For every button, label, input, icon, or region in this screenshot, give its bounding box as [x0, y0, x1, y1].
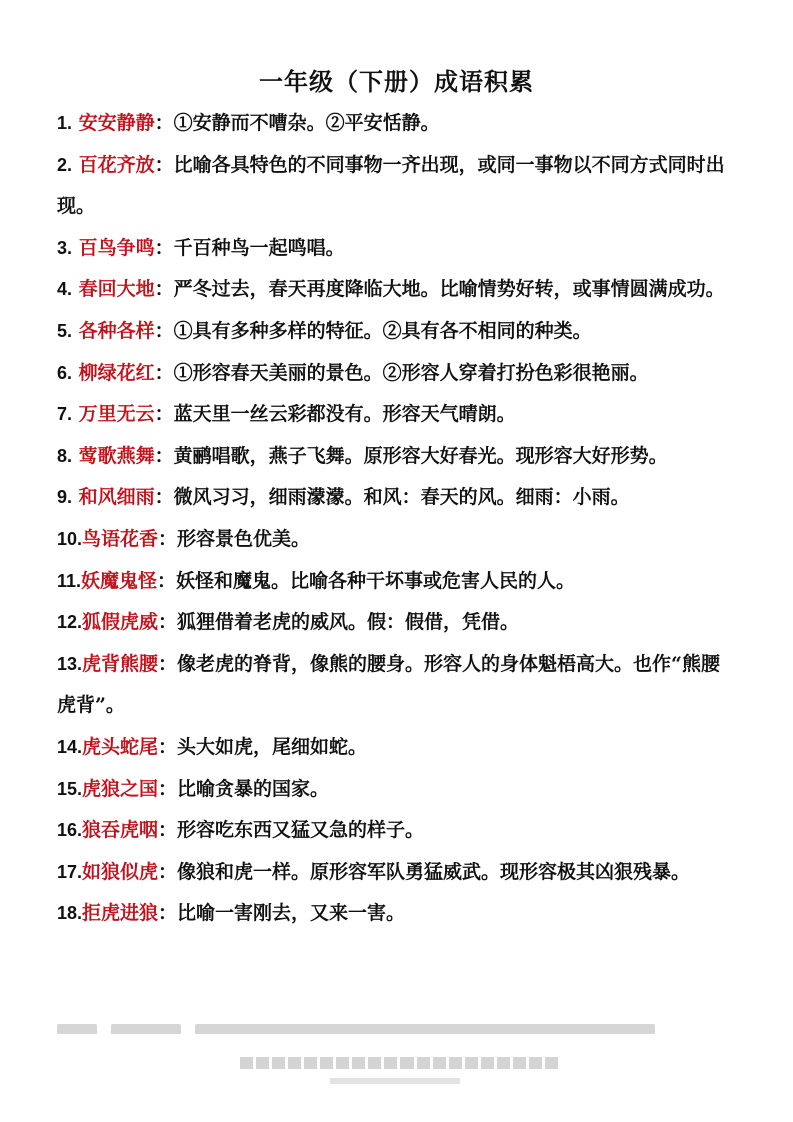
idiom-term: 各种各样 — [78, 319, 155, 342]
idiom-definition: ：头大如虎，尾细如蛇。 — [158, 735, 368, 758]
list-item — [57, 519, 737, 561]
idiom-definition: ：蓝天里一丝云彩都没有。形容天气晴朗。 — [154, 403, 516, 426]
list-item — [57, 353, 737, 395]
entry-number: 7. — [57, 404, 73, 425]
idiom-definition: ：①安静而不嘈杂。②平安恬静。 — [154, 112, 440, 134]
list-item — [57, 644, 737, 727]
idiom-definition: ：千百种鸟一起鸣唱。 — [154, 236, 345, 259]
list-item — [57, 602, 737, 644]
idiom-term: 百花齐放 — [78, 153, 155, 176]
list-item — [57, 852, 737, 894]
idiom-definition: ：形容景色优美。 — [158, 527, 311, 550]
list-item — [57, 810, 737, 852]
list-item — [57, 769, 737, 811]
page-title: 一年级（下册）成语积累 — [259, 67, 534, 96]
blurred-watermark-line — [330, 1078, 460, 1084]
idiom-term: 春回大地 — [78, 278, 155, 301]
entry-number: 18. — [57, 903, 83, 924]
idiom-definition: ：形容吃东西又猛又急的样子。 — [158, 819, 425, 842]
list-item — [57, 311, 737, 353]
list-item — [57, 436, 737, 478]
idiom-term: 虎狼之国 — [82, 777, 159, 800]
list-item — [57, 893, 737, 935]
entry-number: 5. — [57, 320, 73, 341]
list-item — [57, 477, 737, 519]
idiom-definition: ：黄鹂唱歌，燕子飞舞。原形容大好春光。现形容大好形势。 — [154, 444, 668, 467]
entry-number: 2. — [57, 154, 73, 175]
entry-number: 1. — [57, 113, 73, 133]
list-item — [57, 269, 737, 311]
idiom-definition: ：①具有多种多样的特征。②具有各不相同的种类。 — [154, 319, 592, 342]
idiom-term: 莺歌燕舞 — [78, 444, 155, 467]
idiom-list — [57, 103, 737, 935]
idiom-term: 万里无云 — [78, 403, 155, 426]
entry-number: 6. — [57, 362, 73, 383]
entry-number: 16. — [57, 820, 83, 841]
entry-number: 11. — [57, 570, 82, 591]
idiom-definition: ：①形容春天美丽的景色。②形容人穿着打扮色彩很艳丽。 — [154, 361, 649, 384]
entry-number: 17. — [57, 861, 83, 882]
list-item — [57, 561, 737, 603]
list-item — [57, 103, 737, 145]
idiom-term: 安安静静 — [78, 112, 155, 134]
entry-number: 10. — [57, 528, 83, 549]
list-item — [57, 228, 737, 270]
entry-number: 13. — [57, 653, 83, 674]
idiom-term: 虎头蛇尾 — [82, 735, 159, 758]
idiom-definition: ：比喻一害刚去，又来一害。 — [158, 902, 406, 925]
idiom-term: 柳绿花红 — [78, 361, 155, 384]
entry-number: 4. — [57, 279, 73, 300]
entry-number: 15. — [57, 778, 83, 799]
idiom-term: 虎背熊腰 — [82, 652, 159, 675]
blurred-watermark — [240, 1057, 558, 1069]
idiom-term: 百鸟争鸣 — [78, 236, 155, 259]
idiom-definition: ：比喻各具特色的不同事物一齐出现，或同一事物以不同方式同时出现。 — [57, 153, 725, 218]
idiom-term: 妖魔鬼怪 — [81, 569, 158, 592]
idiom-term: 如狼似虎 — [82, 860, 159, 883]
idiom-definition: ：像老虎的脊背，像熊的腰身。形容人的身体魁梧高大。也作“熊腰虎背”。 — [57, 652, 720, 717]
entry-number: 12. — [57, 612, 83, 633]
idiom-term: 和风细雨 — [78, 486, 155, 509]
list-item — [57, 145, 737, 228]
idiom-definition: ：微风习习，细雨濛濛。和风：春天的风。细雨：小雨。 — [154, 486, 630, 509]
idiom-definition: ：像狼和虎一样。原形容军队勇猛威武。现形容极其凶狠残暴。 — [158, 860, 691, 883]
entry-number: 8. — [57, 445, 73, 466]
idiom-term: 狐假虎威 — [82, 611, 159, 634]
entry-number: 14. — [57, 736, 83, 757]
entry-number: 3. — [57, 237, 73, 258]
entry-number: 9. — [57, 487, 73, 508]
list-item — [57, 394, 737, 436]
idiom-definition: ：狐狸借着老虎的威风。假：假借，凭借。 — [158, 611, 520, 634]
idiom-definition: ：比喻贪暴的国家。 — [158, 777, 330, 800]
idiom-term: 拒虎进狼 — [82, 902, 159, 925]
idiom-definition: ：严冬过去，春天再度降临大地。比喻情势好转，或事情圆满成功。 — [154, 278, 725, 301]
truncated-next-entry — [57, 1022, 737, 1034]
idiom-term: 狼吞虎咽 — [82, 819, 159, 842]
idiom-definition: ：妖怪和魔鬼。比喻各种干坏事或危害人民的人。 — [157, 569, 576, 592]
idiom-term: 鸟语花香 — [82, 527, 159, 550]
list-item — [57, 727, 737, 769]
